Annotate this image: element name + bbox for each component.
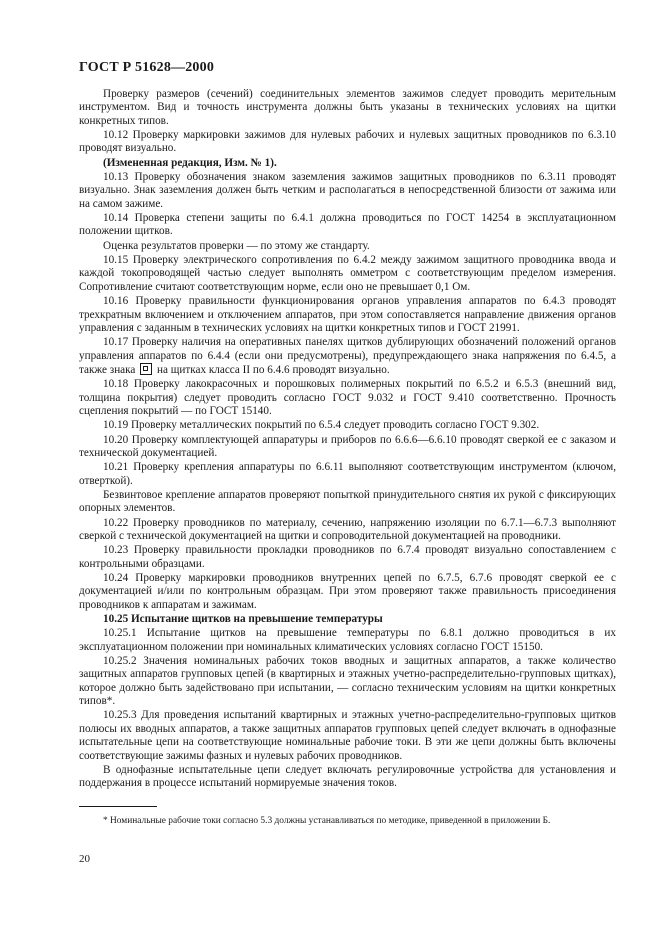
paragraph-10-18: 10.18 Проверку лакокрасочных и порошковых полимерных покрытий по 6.5.2 и 6.5.3 (внешний вид, толщина покрытия) следует проводить согласно ГОСТ 9.032 и ГОСТ 9.410 соответственно. Прочность сцепления покрытий — по ГОСТ 15140.	[79, 378, 616, 417]
paragraph-10-13: 10.13 Проверку обозначения знаком заземления зажимов защитных проводников по 6.3.11 проводят визуально. Знак заземления должен быть четким и располагаться в непосредственной близости от зажима или на самом зажиме.	[79, 171, 616, 210]
paragraph-10-25-2: 10.25.2 Значения номинальных рабочих токов вводных и защитных аппаратов, а также количество защитных аппаратов групповых цепей (в квартирных и этажных учетно-распределительно-групповых щитках), которое должно быть задействовано при испытании, — согласно техническим условиям на щитки конкретных типов*.	[79, 655, 616, 708]
paragraph-10-16: 10.16 Проверку правильности функционирования органов управления аппаратов по 6.4.3 проводят трехкратным включением и отключением аппаратов, при этом сопоставляется направление движения органов управления с заданным в технических условиях на щитки конкретных типов и ГОСТ 21991.	[79, 295, 616, 334]
section-heading-10-25: 10.25 Испытание щитков на превышение температуры	[103, 613, 383, 626]
paragraph-10-23: 10.23 Проверку правильности прокладки проводников по 6.7.4 проводят визуально сопоставлением с контрольными образцами.	[79, 544, 616, 570]
paragraph-10-17-text-b: на щитках класса II по 6.4.6 проводят визуально.	[156, 363, 390, 376]
paragraph: Проверку размеров (сечений) соединительных элементов зажимов следует проводить мерительным инструментом. Вид и точность инструмента должны быть указаны в технических условиях на щитки конкретных типов.	[79, 88, 616, 127]
paragraph-10-17	[79, 336, 616, 377]
double-insulation-icon	[140, 363, 152, 375]
paragraph-10-12: 10.12 Проверку маркировки зажимов для нулевых рабочих и нулевых защитных проводников по 6.3.10 проводят визуально.	[79, 129, 616, 155]
paragraph: Безвинтовое крепление аппаратов проверяют попыткой принудительного снятия их рукой с фиксирующих опорных элементов.	[79, 488, 616, 515]
document-body	[79, 88, 616, 791]
amendment-note: (Измененная редакция, Изм. № 1).	[103, 156, 277, 169]
footnote-divider	[79, 806, 157, 807]
footnote	[79, 815, 616, 827]
paragraph-10-17-text-a: 10.17 Проверку наличия на оперативных панелях щитков дублирующих обозначений положений органов управления аппаратов по 6.4.4 (если они предусмотрены), предупреждающего знака напряжения по 6.4.5, а также знака	[79, 336, 616, 376]
page-number: 20	[79, 853, 90, 865]
paragraph-10-25-1: 10.25.1 Испытание щитков на превышение температуры по 6.8.1 должно проводиться в их эксплуатационном положении при номинальных климатических условиях согласно ГОСТ 15150.	[79, 627, 616, 653]
paragraph-10-22: 10.22 Проверку проводников по материалу, сечению, напряжению изоляции по 6.7.1—6.7.3 выполняют сверкой с технической документацией на щитки и сопроводительной документацией на проводники.	[79, 516, 616, 542]
page-header: ГОСТ Р 51628—2000	[79, 60, 215, 75]
paragraph-10-20: 10.20 Проверку комплектующей аппаратуры и приборов по 6.6.6—6.6.10 проводят сверкой ее с заказом и технической документацией.	[79, 433, 616, 459]
paragraph-10-15: 10.15 Проверку электрического сопротивления по 6.4.2 между зажимом защитного проводника ввода и каждой токопроводящей частью следует выполнять омметром с соответствующим пределом измерения. Сопротивление считают соответствующим норме, если оно не превышает 0,1 Ом.	[79, 254, 616, 293]
footnote-text: * Номинальные рабочие токи согласно 5.3 должны устанавливаться по методике, приведенной в приложении Б.	[103, 816, 551, 826]
paragraph-10-24: 10.24 Проверку маркировки проводников внутренних цепей по 6.7.5, 6.7.6 проводят сверкой ее с документацией и/или по контрольным образцам. При этом проверяют также правильность присоединения проводников к аппаратам и зажимам.	[79, 572, 616, 611]
paragraph-10-19: 10.19 Проверку металлических покрытий по 6.5.4 следует проводить согласно ГОСТ 9.302.	[103, 419, 540, 432]
paragraph: Оценка результатов проверки — по этому же стандарту.	[103, 239, 370, 252]
paragraph: В однофазные испытательные цепи следует включать регулировочные устройства для установления и поддержания в процессе испытаний нормируемые значения токов.	[79, 763, 616, 790]
paragraph-10-21: 10.21 Проверку крепления аппаратуры по 6.6.11 выполняют соответствующим инструментом (ключом, отверткой).	[79, 461, 616, 487]
paragraph-10-25-3: 10.25.3 Для проведения испытаний квартирных и этажных учетно-распределительно-групповых щитков полюсы их вводных аппаратов, а также защитных аппаратов групповых цепей следует включать в однофазные испытательные цепи на соответствующие номинальные рабочие токи. В эти же цепи должны быть включены соответствующие зажимы фазных и нулевых рабочих проводников.	[79, 709, 616, 762]
paragraph-10-14: 10.14 Проверка степени защиты по 6.4.1 должна проводиться по ГОСТ 14254 в эксплуатационном положении щитков.	[79, 212, 616, 238]
